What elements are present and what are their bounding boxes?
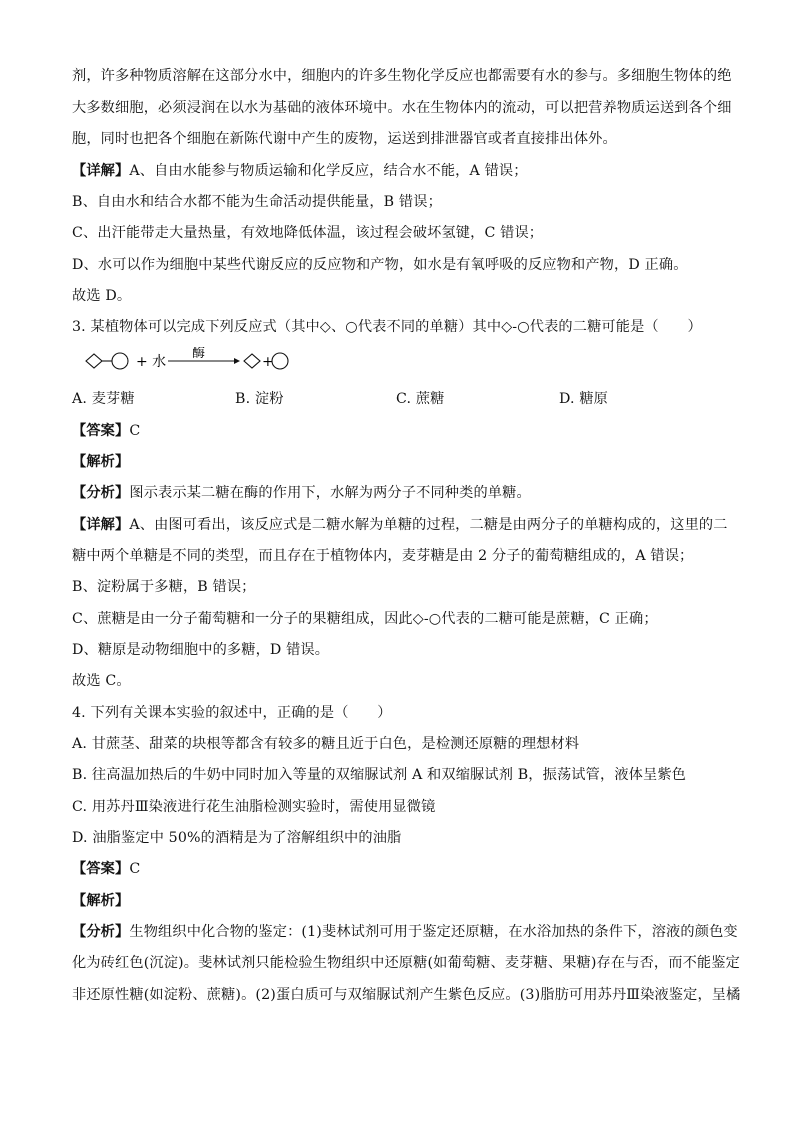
q4-option-d: D. 油脂鉴定中 50%的酒精是为了溶解组织中的油脂 (72, 830, 402, 846)
q2-detail-a: 【详解】A、自由水能参与物质运输和化学反应，结合水不能，A 错误； (72, 163, 528, 179)
q2-conclusion: 故选 D。 (72, 288, 132, 304)
diamond-shape (86, 354, 102, 368)
q3-fenxi: 【分析】图示表示某二糖在酶的作用下，水解为两分子不同种类的单糖。 (72, 485, 531, 501)
q3-detail-a: 【详解】A、由图可看出，该反应式是二糖水解为单糖的过程，二糖是由两分子的单糖构成的，这里的二 (72, 517, 728, 533)
q4-analysis-tag: 【解析】 (72, 893, 130, 909)
q4-option-a: A. 甘蔗茎、甜菜的块根等都含有较多的糖且近于白色，是检测还原糖的理想材料 (72, 736, 580, 752)
q3-detail-a-cont: 糖中两个单糖是不同的类型，而且存在于植物体内，麦芽糖是由 2 分子的葡萄糖组成的，A 错误； (72, 548, 694, 564)
arrow-head-icon (234, 358, 240, 364)
q4-fenxi: 【分析】生物组织中化合物的鉴定：(1)斐林试剂可用于鉴定还原糖，在水浴加热的条件下，溶液的颜色变 (72, 924, 738, 940)
q4-answer: 【答案】C (72, 861, 141, 877)
q3-conclusion: 故选 C。 (72, 673, 131, 689)
q3-detail-c: C、蔗糖是由一分子葡萄糖和一分子的果糖组成，因此◇-○代表的二糖可能是蔗糖，C 正确； (72, 611, 658, 627)
plus-water-label: + 水 (136, 354, 167, 370)
q4-option-b: B. 往高温加热后的牛奶中同时加入等量的双缩脲试剂 A 和双缩脲试剂 B，振荡试管，液体呈紫色 (72, 767, 687, 783)
fenxi-tag: 【分析】 (72, 924, 130, 940)
option-d: D. 糖原 (559, 391, 609, 407)
circle-shape (112, 353, 128, 369)
q2-detail-b: B、自由水和结合水都不能为生命活动提供能量，B 错误； (72, 194, 442, 210)
q3-detail-b: B、淀粉属于多糖，B 错误； (72, 579, 256, 595)
fenxi-tag: 【分析】 (72, 485, 130, 501)
reaction-diagram (72, 347, 332, 375)
q2-detail-c: C、出汗能带走大量热量，有效地降低体温，该过程会破坏氢键，C 错误； (72, 225, 544, 241)
answer-tag: 【答案】 (72, 861, 130, 877)
q3-analysis-tag: 【解析】 (72, 454, 130, 470)
q2-detail-d: D、水可以作为细胞中某些代谢反应的反应物和产物，如水是有氧呼吸的反应物和产物，D 正确。 (72, 257, 688, 273)
q4-fenxi-cont: 化为砖红色(沉淀)。斐林试剂只能检验生物组织中还原糖(如葡萄糖、麦芽糖、果糖)存在与否，而不能鉴定 (72, 955, 740, 971)
diamond-shape (244, 354, 260, 368)
detail-tag: 【详解】 (72, 163, 130, 179)
q3-answer: 【答案】C (72, 423, 141, 439)
plus-label: + (262, 354, 274, 370)
enzyme-label: 酶 (192, 347, 206, 361)
option-a: A. 麦芽糖 (72, 391, 135, 407)
option-b: B. 淀粉 (235, 391, 284, 407)
paragraph-line: 胞，同时也把各个细胞在新陈代谢中产生的废物，运送到排泄器官或者直接排出体外。 (72, 131, 617, 147)
answer-tag: 【答案】 (72, 423, 130, 439)
option-c: C. 蔗糖 (396, 391, 445, 407)
q4-fenxi-cont: 非还原性糖(如淀粉、蔗糖)。(2)蛋白质可与双缩脲试剂产生紫色反应。(3)脂肪可用苏丹Ⅲ染液鉴定，呈橘 (72, 987, 741, 1003)
detail-tag: 【详解】 (72, 517, 130, 533)
q3-detail-d: D、糖原是动物细胞中的多糖，D 错误。 (72, 642, 330, 658)
paragraph-line: 大多数细胞，必须浸润在以水为基础的液体环境中。水在生物体内的流动，可以把营养物质运送到各个细 (72, 100, 732, 116)
q4-question: 4. 下列有关课本实验的叙述中，正确的是（ ） (72, 705, 392, 721)
circle-shape (272, 353, 288, 369)
paragraph-line: 剂，许多种物质溶解在这部分水中，细胞内的许多生物化学反应也都需要有水的参与。多细胞生物体的绝 (72, 68, 732, 84)
q3-question: 3. 某植物体可以完成下列反应式（其中◇、○代表不同的单糖）其中◇-○代表的二糖可能是（ ） (72, 319, 702, 335)
q4-option-c: C. 用苏丹Ⅲ染液进行花生油脂检测实验时，需使用显微镜 (72, 799, 436, 815)
